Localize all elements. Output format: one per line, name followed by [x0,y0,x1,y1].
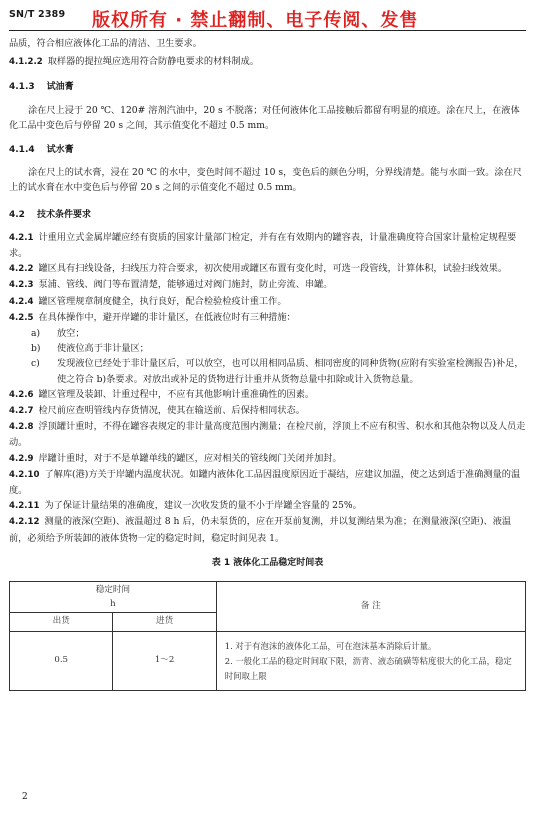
clause-4-2-5 [9,310,526,326]
clause-text: 泵浦、管线、阀门等布置清楚，能够通过对阀门施封，防止旁流、串罐。 [38,279,333,291]
remark-note: 1. 对于有泡沫的液体化工品，可在泡沫基本消除后计量。 [224,640,437,651]
section-number: 4.1.3 [9,82,35,93]
page-number: 2 [22,792,28,802]
clause-number: 4.2.12 [9,517,40,528]
item-label: a) [31,328,41,340]
cell-incoming-value: 1～2 [113,632,216,691]
clause-4-2-6 [9,387,526,403]
clause-number: 4.2.5 [9,312,34,323]
clause-text: 计重用立式金属岸罐应经有资质的国家计量部门检定，并有在有效期内的罐容表，计量准确度符合国家计量检定规程要求。 [9,231,517,260]
header-label: 稳定时间 [95,585,131,596]
continued-paragraph: 品质，符合相应液体化工品的清洁、卫生要求。 [9,38,202,49]
cell-remarks [216,632,525,691]
item-text: 发现液位已经处于非计量区后，可以放空，也可以用相同品质、相同密度的同种货物(应附有实验室检测报告)补足，使之符合 b)条要求。对放出或补足的货物进行计重并从货物总量中扣除或计入货物总量。 [57,358,524,385]
clause-4-2-3 [9,277,526,293]
clause-number: 4.2.2 [9,264,34,275]
header-incoming: 进货 [113,613,216,632]
clause-4-2-7 [9,403,526,419]
clause-number: 4.2.4 [9,296,34,307]
clause-text: 浮顶罐计重时，不得在罐容表规定的非计量高度范围内测量；在检尺前，浮顶上不应有积雪、积水和其他杂物以及人员走动。 [9,421,526,449]
measure-item [31,341,526,356]
cell-outgoing-value: 0.5 [10,632,113,691]
standard-code: SN/T 2389 [9,9,66,20]
clause-number: 4.2.10 [9,469,40,480]
section-number: 4.2 [9,209,25,220]
clause-4-2-12 [9,514,526,545]
clause-4-2-1 [9,230,526,261]
clause-4-2-8 [9,419,526,450]
clause-text: 在具体操作中，避开岸罐的非计量区，在低液位时有三种措施： [38,311,296,323]
clause-4-2-4 [9,294,526,310]
header-outgoing: 出货 [10,613,113,632]
header-stabilization-time [10,582,217,613]
item-text: 放空； [57,328,85,340]
header-unit: h [110,599,116,610]
section-heading-4-1-3 [9,80,526,95]
clause-text: 取样器的提拉绳应选用符合防静电要求的材料制成。 [47,56,260,68]
clause-text: 罐区管理规章制度健全，执行良好，配合检验检疫计重工作。 [38,295,287,307]
copyright-watermark: 版权所有 · 禁止翻制、电子传阅、发售 [92,10,419,31]
clause-number: 4.2.11 [9,501,40,512]
item-label: b) [31,343,41,355]
section-number: 4.1.4 [9,145,35,156]
section-title: 试水膏 [46,145,74,156]
clause-4-2-2 [9,261,526,277]
clause-text: 检尺前应查明管线内存货情况，使其在输送前、后保持相同状态。 [38,405,305,417]
document-body [9,36,526,691]
clause-text: 罐区具有扫线设备，扫线压力符合要求，初次使用或罐区布置有变化时，可选一段管线，计算体积，试验扫线效果。 [38,263,508,275]
table-caption: 表 1 液体化工品稳定时间表 [211,557,324,568]
clause-4-1-2-2 [9,54,526,70]
clause-number: 4.2.3 [9,280,34,291]
section-heading-4-1-4 [9,143,526,158]
item-text: 使液位高于非计量区； [57,343,149,355]
remark-note: 2. 一般化工品的稳定时间取下限，沥青、液态硫磺等粘度很大的化工品，稳定时间取上限 [224,655,512,681]
clause-4-2-9 [9,451,526,467]
clause-number: 4.2.6 [9,389,34,400]
measure-item [31,356,526,386]
section-title: 技术条件要求 [36,209,91,220]
clause-number: 4.2.7 [9,406,34,417]
header-remarks: 备 注 [216,582,525,632]
clause-text: 了解库(港)方关于岸罐内温度状况。如罐内液体化工品因温度原因近于凝结，应建议加温，使之达到适于准确测量的温度。 [9,468,521,497]
clause-number: 4.2.9 [9,453,34,464]
section-heading-4-2 [9,208,526,223]
clause-text: 为了保证计量结果的准确度，建议一次收发货的量不小于岸罐全容量的 25%。 [44,500,362,512]
clause-text: 测量的液深(空距)、液温超过 8 h 后，仍未泵货的，应在开泵前复测，并以复测结果为准；在测量液深(空距)、液温前，必须给予所装卸的液体货物一定的稳定时间，稳定时间见表 1。 [9,516,512,544]
clause-4-2-10 [9,467,526,498]
clause-number: 4.2.1 [9,232,34,243]
clause-number: 4.1.2.2 [9,57,43,68]
paragraph-test-oil-paste: 涂在尺上浸于 20 ℃、120# 溶剂汽油中，20 s 不脱落；对任何液体化工品接触后都留有明显的痕迹。涂在尺上，在液体化工品中变色后与停留 20 s 之间，其示值变化不超过 0.5 mm。 [9,104,520,131]
item-label: c) [31,358,40,370]
header-rule [9,30,526,31]
stabilization-time-table [9,581,526,691]
clause-4-2-11 [9,498,526,514]
clause-number: 4.2.8 [9,422,34,433]
paragraph-test-water-paste: 涂在尺上的试水膏，浸在 20 ℃ 的水中，变色时间不超过 10 s，变色后的颜色分明，分界线清楚。能与水面一致。涂在尺上的试水膏在水中变色后与停留 20 s 之间的示值变化不超过 0.5 mm。 [9,167,522,194]
measure-item [31,326,526,341]
section-title: 试油膏 [46,82,74,93]
clause-text: 罐区管理及装卸、计重过程中，不应有其他影响计重准确性的因素。 [38,388,315,400]
clause-text: 岸罐计重时，对于不是单罐单线的罐区，应对相关的管线阀门关闭并加封。 [38,452,342,464]
